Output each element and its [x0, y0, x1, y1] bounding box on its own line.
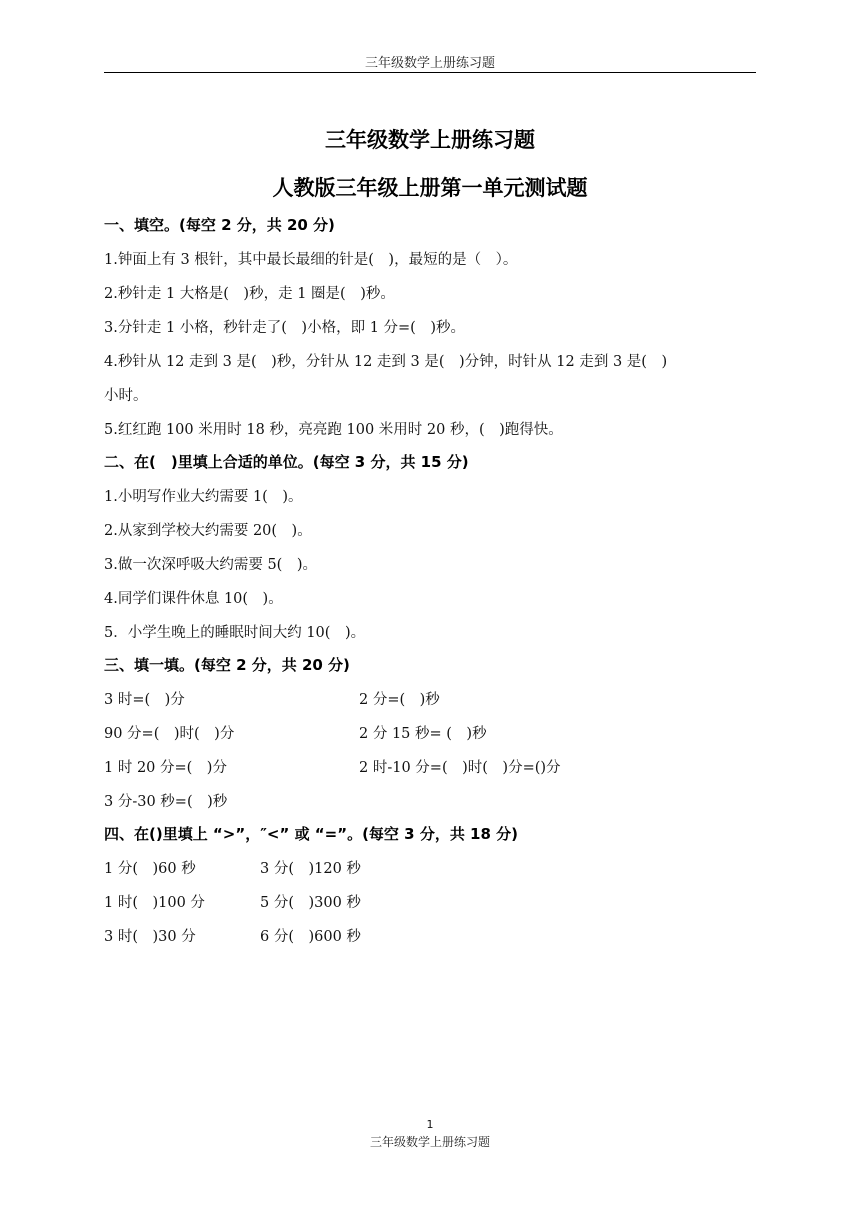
section-2-question-3: 3.做一次深呼吸大约需要 5( )。	[104, 557, 317, 573]
header-running-title: 三年级数学上册练习题	[364, 56, 495, 71]
section-4-heading: 四、在()里填上 “>”，″<” 或 “=”。(每空 3 分，共 18 分)	[104, 825, 518, 843]
section-2-question-1: 1.小明写作业大约需要 1( )。	[104, 489, 303, 505]
document-subtitle: 人教版三年级上册第一单元测试题	[272, 176, 588, 200]
footer-running-title: 三年级数学上册练习题	[369, 1135, 490, 1149]
section-4-item: 1 分( )60 秒	[104, 861, 196, 877]
section-2-question-5: 5．小学生晚上的睡眠时间大约 10( )。	[104, 625, 366, 641]
section-3-item: 3 时=( )分	[104, 692, 185, 708]
section-4-item: 3 时( )30 分	[104, 929, 196, 945]
section-1-question-3: 3.分针走 1 小格，秒针走了( )小格，即 1 分=( )秒。	[104, 320, 465, 336]
document-title: 三年级数学上册练习题	[325, 128, 535, 152]
section-2-question-4: 4.同学们课件休息 10( )。	[104, 591, 283, 607]
section-4-item: 5 分( )300 秒	[260, 895, 361, 911]
section-4-item: 3 分( )120 秒	[260, 861, 361, 877]
page-number: 1	[426, 1118, 434, 1131]
section-3-item: 3 分-30 秒=( )秒	[104, 794, 228, 810]
section-3-item: 90 分=( )时( )分	[104, 726, 235, 742]
section-3-item: 2 分=( )秒	[359, 692, 440, 708]
section-2-question-2: 2.从家到学校大约需要 20( )。	[104, 523, 312, 539]
header-rule	[104, 72, 756, 73]
section-1-question-2: 2.秒针走 1 大格是( )秒，走 1 圈是( )秒。	[104, 286, 395, 302]
section-3-item: 1 时 20 分=( )分	[104, 760, 227, 776]
section-3-item: 2 时-10 分=( )时( )分=()分	[359, 760, 561, 776]
section-4-item: 1 时( )100 分	[104, 895, 205, 911]
section-1-question-1: 1.钟面上有 3 根针，其中最长最细的针是( )，最短的是（ ）。	[104, 252, 518, 268]
section-3-item: 2 分 15 秒= ( )秒	[359, 726, 487, 742]
section-2-heading: 二、在( )里填上合适的单位。(每空 3 分，共 15 分)	[104, 453, 469, 471]
section-4-item: 6 分( )600 秒	[260, 929, 361, 945]
section-3-heading: 三、填一填。(每空 2 分，共 20 分)	[104, 656, 350, 674]
section-1-question-4: 4.秒针从 12 走到 3 是( )秒，分针从 12 走到 3 是( )分钟，时针从 12 走到 3 是( )	[104, 354, 668, 370]
section-1-heading: 一、填空。(每空 2 分，共 20 分)	[104, 216, 335, 234]
section-1-question-5: 5.红红跑 100 米用时 18 秒，亮亮跑 100 米用时 20 秒，( )跑得快。	[104, 422, 563, 438]
section-1-question-4-continued: 小时。	[104, 388, 148, 404]
